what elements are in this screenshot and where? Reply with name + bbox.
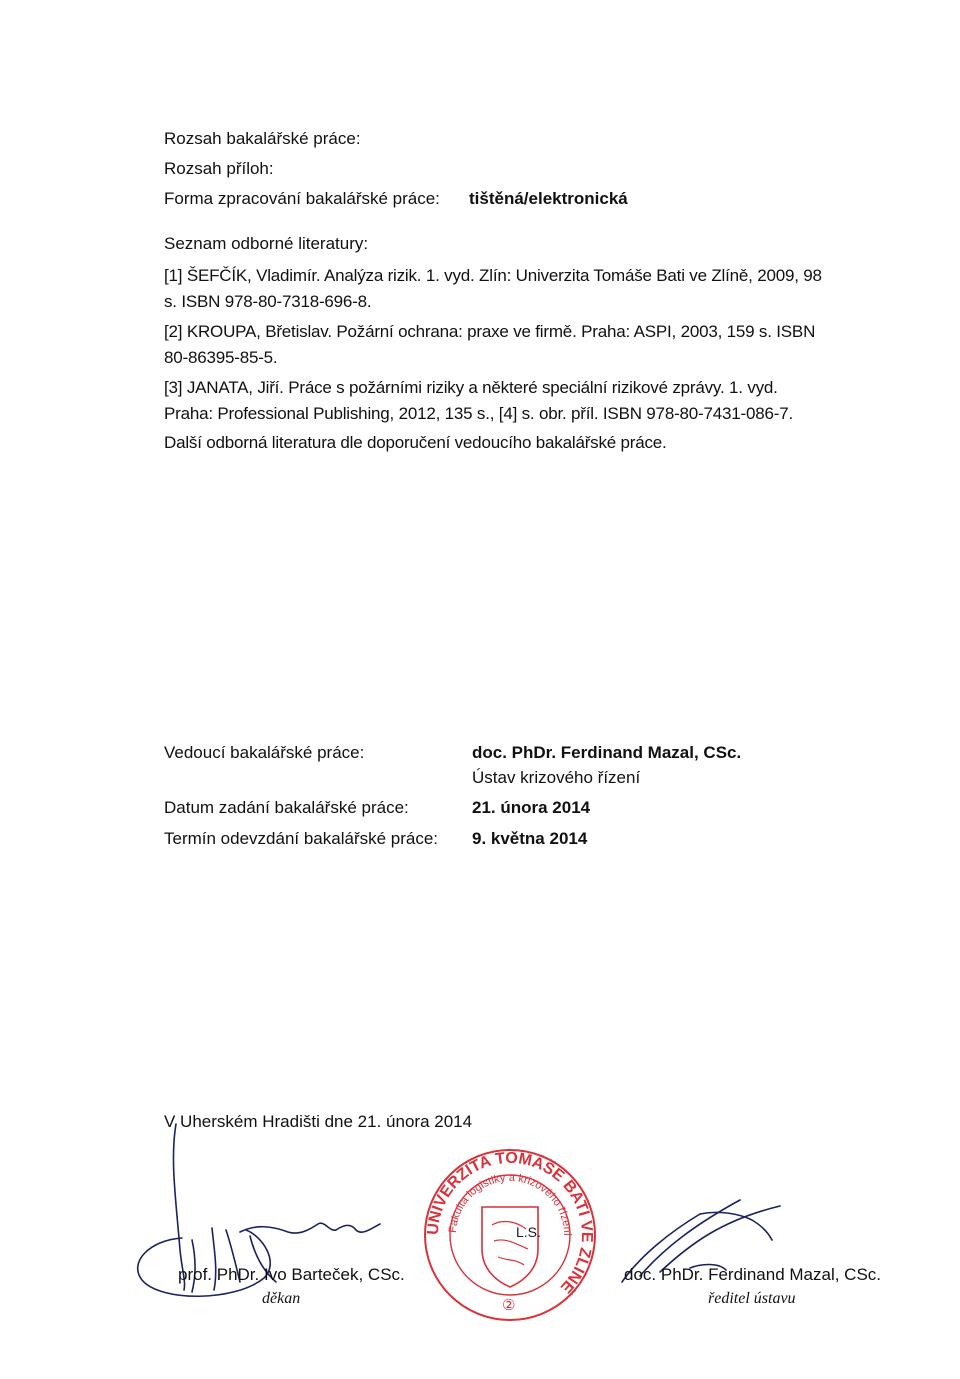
- director-name: doc. PhDr. Ferdinand Mazal, CSc.: [624, 1265, 882, 1284]
- assigned-date-label: Datum zadání bakalářské práce:: [164, 798, 409, 817]
- reference-3-line-2: Praha: Professional Publishing, 2012, 135 s., [4] s. obr. příl. ISBN 978-80-7431-086-7.: [164, 404, 793, 423]
- place-and-date: V Uherském Hradišti dne 21. února 2014: [164, 1112, 473, 1131]
- reference-2-line-1: [2] KROUPA, Břetislav. Požární ochrana: praxe ve firmě. Praha: ASPI, 2003, 159 s. ISBN: [164, 322, 816, 341]
- director-title: ředitel ústavu: [708, 1290, 796, 1307]
- reference-3-line-1: [3] JANATA, Jiří. Práce s požárními riziky a některé speciální rizikové zprávy. 1. vyd.: [164, 378, 778, 397]
- form-value: tištěná/elektronická: [469, 189, 628, 208]
- stamp-number: ②: [502, 1296, 516, 1314]
- assigned-date-value: 21. února 2014: [472, 798, 591, 817]
- supervisor-label: Vedoucí bakalářské práce:: [164, 743, 365, 762]
- form-label: Forma zpracování bakalářské práce:: [164, 189, 440, 208]
- literature-heading: Seznam odborné literatury:: [164, 234, 369, 253]
- stamp-outer-text: UNIVERZITA TOMÁŠE BATI VE ZLÍNĚ: [424, 1149, 596, 1296]
- stamp-inner-text: Fakulta logistiky a krizového řízení: [446, 1171, 574, 1237]
- deadline-value: 9. května 2014: [472, 829, 588, 848]
- reference-1-line-2: s. ISBN 978-80-7318-696-8.: [164, 292, 372, 311]
- scope-appendices-label: Rozsah příloh:: [164, 159, 274, 178]
- supervisor-department: Ústav krizového řízení: [472, 768, 641, 787]
- literature-note: Další odborná literatura dle doporučení vedoucího bakalářské práce.: [164, 433, 667, 452]
- scope-thesis-label: Rozsah bakalářské práce:: [164, 129, 361, 148]
- reference-2-line-2: 80-86395-85-5.: [164, 348, 278, 367]
- deadline-label: Termín odevzdání bakalářské práce:: [164, 829, 439, 848]
- dean-name: prof. PhDr. Ivo Barteček, CSc.: [178, 1265, 405, 1284]
- stamp-center-text: L.S.: [516, 1224, 541, 1240]
- dean-title: děkan: [262, 1290, 301, 1307]
- supervisor-name: doc. PhDr. Ferdinand Mazal, CSc.: [472, 743, 742, 762]
- reference-1-line-1: [1] ŠEFČÍK, Vladimír. Analýza rizik. 1. vyd. Zlín: Univerzita Tomáše Bati ve Zlíně, 2009, 98: [164, 266, 822, 285]
